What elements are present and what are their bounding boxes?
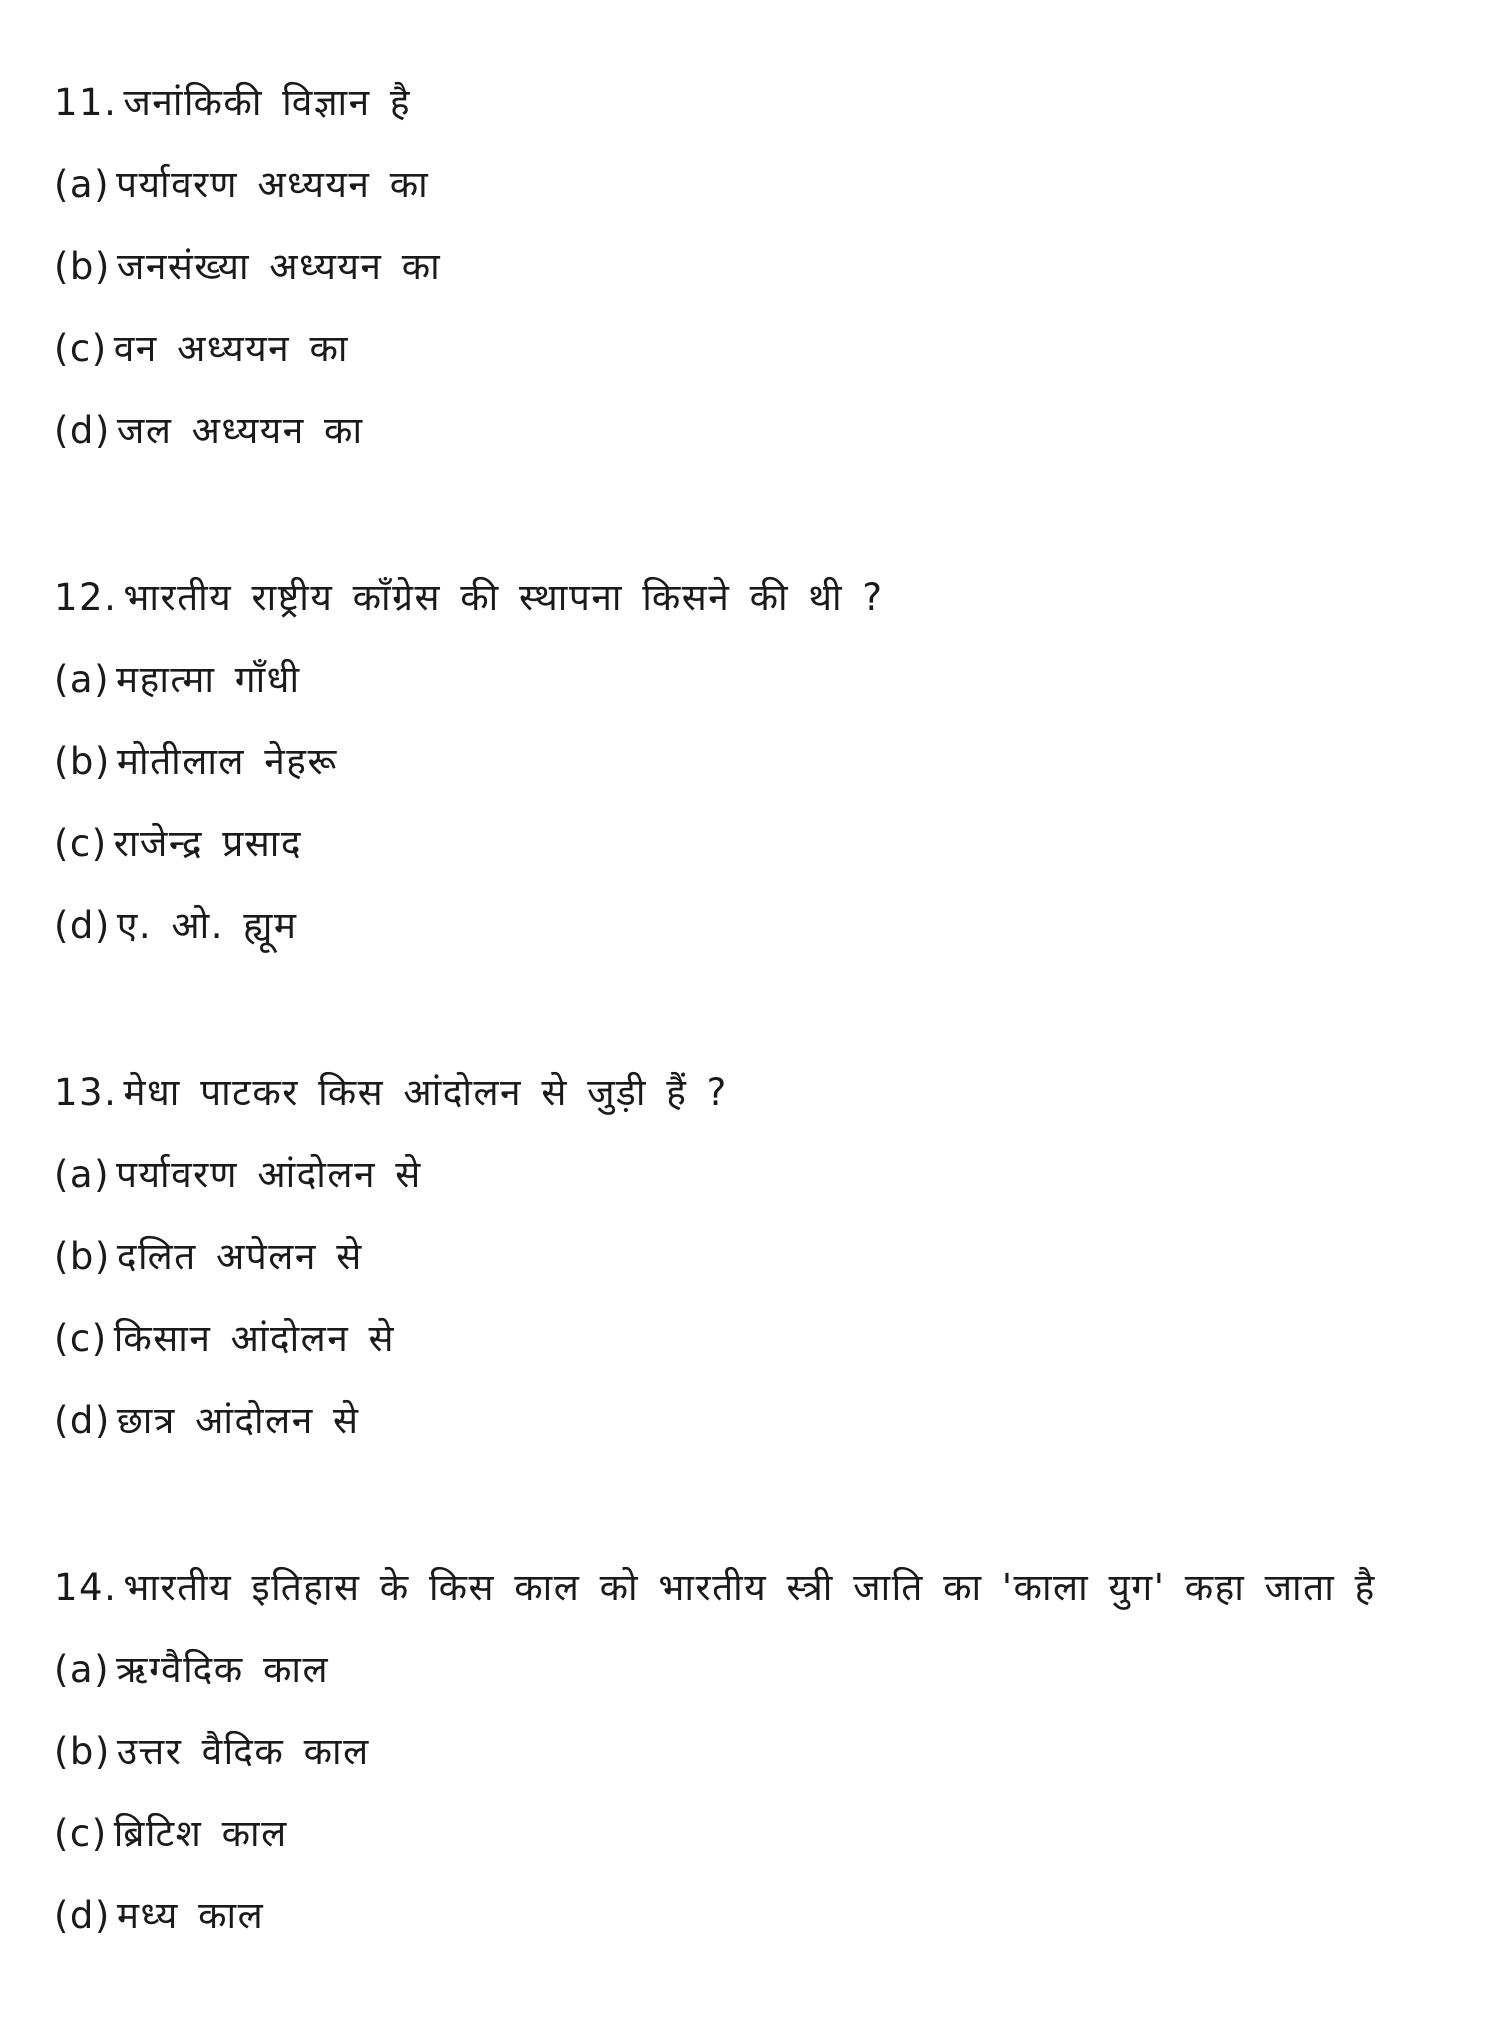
option-d [54, 1875, 1425, 1957]
option-key: (d) [54, 409, 111, 452]
option-key: (d) [54, 1399, 111, 1442]
option-text: दलित अपेलन से [116, 1235, 363, 1278]
option-c [54, 308, 1425, 390]
question-stem [54, 1547, 1425, 1629]
option-text: किसान आंदोलन से [113, 1317, 396, 1360]
option-a [54, 1629, 1425, 1711]
option-key: (c) [54, 1812, 108, 1855]
option-text: मध्य काल [116, 1894, 265, 1937]
option-key: (b) [54, 1730, 111, 1773]
question-number: 13. [54, 1071, 118, 1114]
option-key: (a) [54, 658, 111, 701]
option-key: (c) [54, 327, 108, 370]
option-text: जनसंख्या अध्ययन का [116, 245, 442, 288]
option-b [54, 1216, 1425, 1298]
option-key: (a) [54, 1153, 111, 1196]
question-12 [54, 557, 1425, 967]
option-text: उत्तर वैदिक काल [116, 1730, 370, 1773]
option-a [54, 639, 1425, 721]
option-text: राजेन्द्र प्रसाद [113, 822, 303, 865]
question-number: 12. [54, 576, 118, 619]
question-stem [54, 1052, 1425, 1134]
option-text: पर्यावरण अध्ययन का [116, 163, 430, 206]
option-d [54, 885, 1425, 967]
question-text: मेधा पाटकर किस आंदोलन से जुड़ी हैं ? [123, 1071, 728, 1114]
option-key: (d) [54, 1894, 111, 1937]
option-c [54, 1298, 1425, 1380]
option-d [54, 1380, 1425, 1462]
option-key: (c) [54, 822, 108, 865]
option-text: ब्रिटिश काल [113, 1812, 288, 1855]
option-d [54, 390, 1425, 472]
question-text: भारतीय राष्ट्रीय काँग्रेस की स्थापना किसने की थी ? [123, 576, 884, 619]
option-a [54, 144, 1425, 226]
option-text: ए. ओ. ह्यूम [116, 904, 298, 947]
option-b [54, 226, 1425, 308]
option-b [54, 1711, 1425, 1793]
option-key: (b) [54, 740, 111, 783]
question-11 [54, 62, 1425, 472]
option-text: मोतीलाल नेहरू [116, 740, 338, 783]
question-number: 14. [54, 1566, 118, 1609]
option-key: (b) [54, 245, 111, 288]
question-stem [54, 62, 1425, 144]
question-text: भारतीय इतिहास के किस काल को भारतीय स्त्री जाति का 'काला युग' कहा जाता है [123, 1566, 1376, 1609]
question-text: जनांकिकी विज्ञान है [123, 81, 412, 124]
option-c [54, 1793, 1425, 1875]
option-key: (a) [54, 1648, 111, 1691]
option-c [54, 803, 1425, 885]
option-a [54, 1134, 1425, 1216]
option-text: ऋग्वैदिक काल [116, 1648, 330, 1691]
option-text: पर्यावरण आंदोलन से [116, 1153, 422, 1196]
option-text: वन अध्ययन का [113, 327, 349, 370]
option-key: (c) [54, 1317, 108, 1360]
question-14 [54, 1547, 1425, 1957]
option-b [54, 721, 1425, 803]
question-number: 11. [54, 81, 118, 124]
option-key: (a) [54, 163, 111, 206]
option-text: छात्र आंदोलन से [116, 1399, 360, 1442]
option-text: जल अध्ययन का [116, 409, 364, 452]
question-13 [54, 1052, 1425, 1462]
question-stem [54, 557, 1425, 639]
option-key: (d) [54, 904, 111, 947]
option-key: (b) [54, 1235, 111, 1278]
option-text: महात्मा गाँधी [116, 658, 301, 701]
